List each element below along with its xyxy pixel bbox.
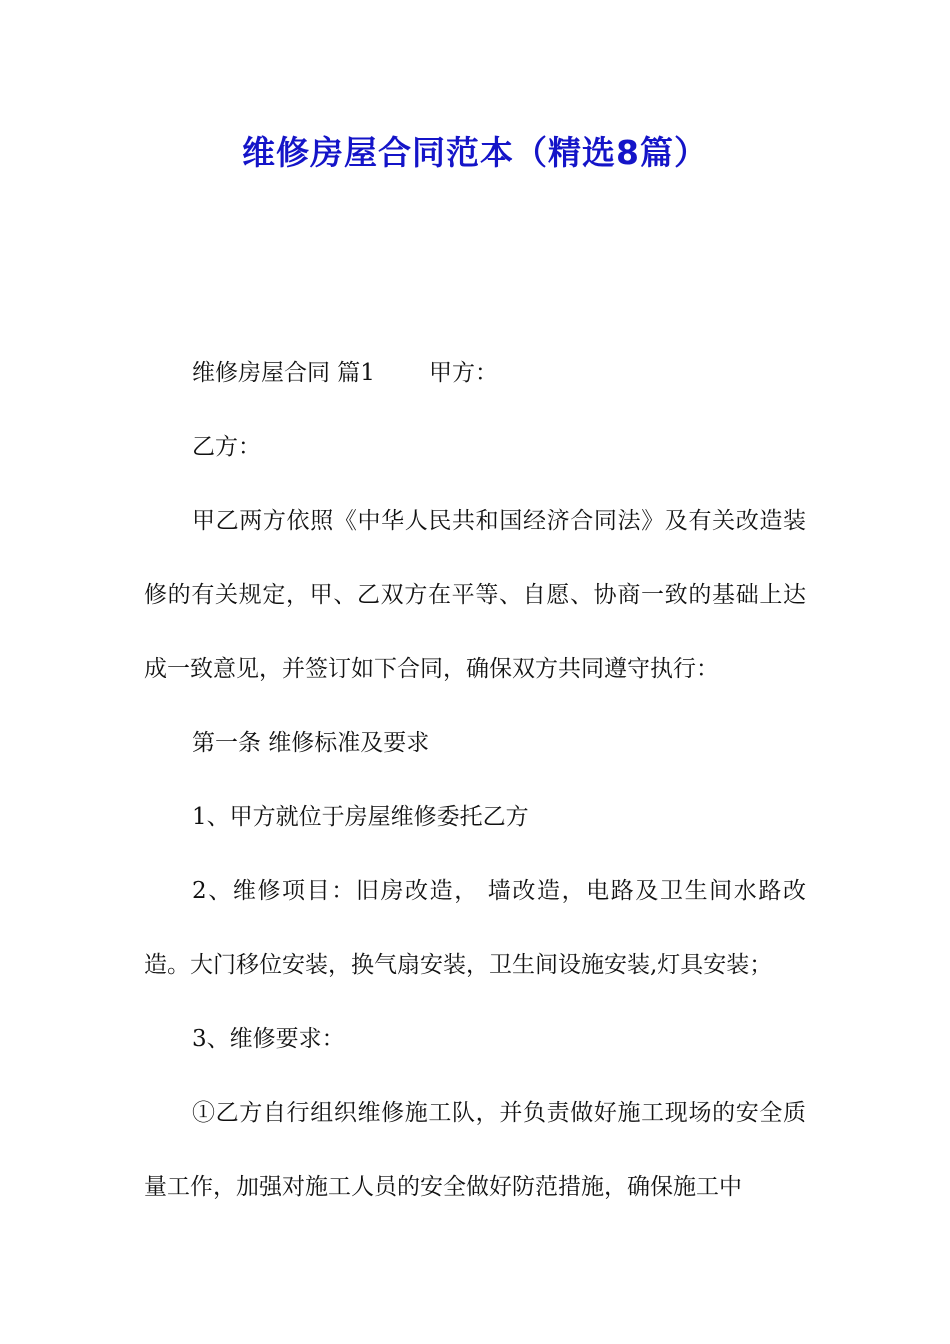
party-a-label: 甲方： xyxy=(428,360,498,386)
section-heading-line xyxy=(144,336,806,410)
clause-3-item-1: ①乙方自行组织维修施工队，并负责做好施工现场的安全质量工作，加强对施工人员的安全做好防范措施，确保施工中 xyxy=(144,1100,806,1200)
party-b-label: 乙方： xyxy=(192,434,261,460)
document-body xyxy=(144,336,806,1224)
section-heading: 维修房屋合同 篇1 xyxy=(192,360,375,386)
clause-2: 2、维修项目：旧房改造， 墙改造，电路及卫生间水路改造。大门移位安装，换气扇安装，卫生间设施安装,灯具安装； xyxy=(144,878,806,978)
clause-3: 3、维修要求： xyxy=(192,1026,345,1052)
article-1-heading: 第一条 维修标准及要求 xyxy=(192,730,430,756)
clause-1: 1、甲方就位于房屋维修委托乙方 xyxy=(192,804,529,830)
paragraph-preamble: 甲乙两方依照《中华人民共和国经济合同法》及有关改造装修的有关规定，甲、乙双方在平等、自愿、协商一致的基础上达成一致意见，并签订如下合同，确保双方共同遵守执行： xyxy=(144,508,806,682)
document-title: 维修房屋合同范本（精选8篇） xyxy=(242,133,708,172)
